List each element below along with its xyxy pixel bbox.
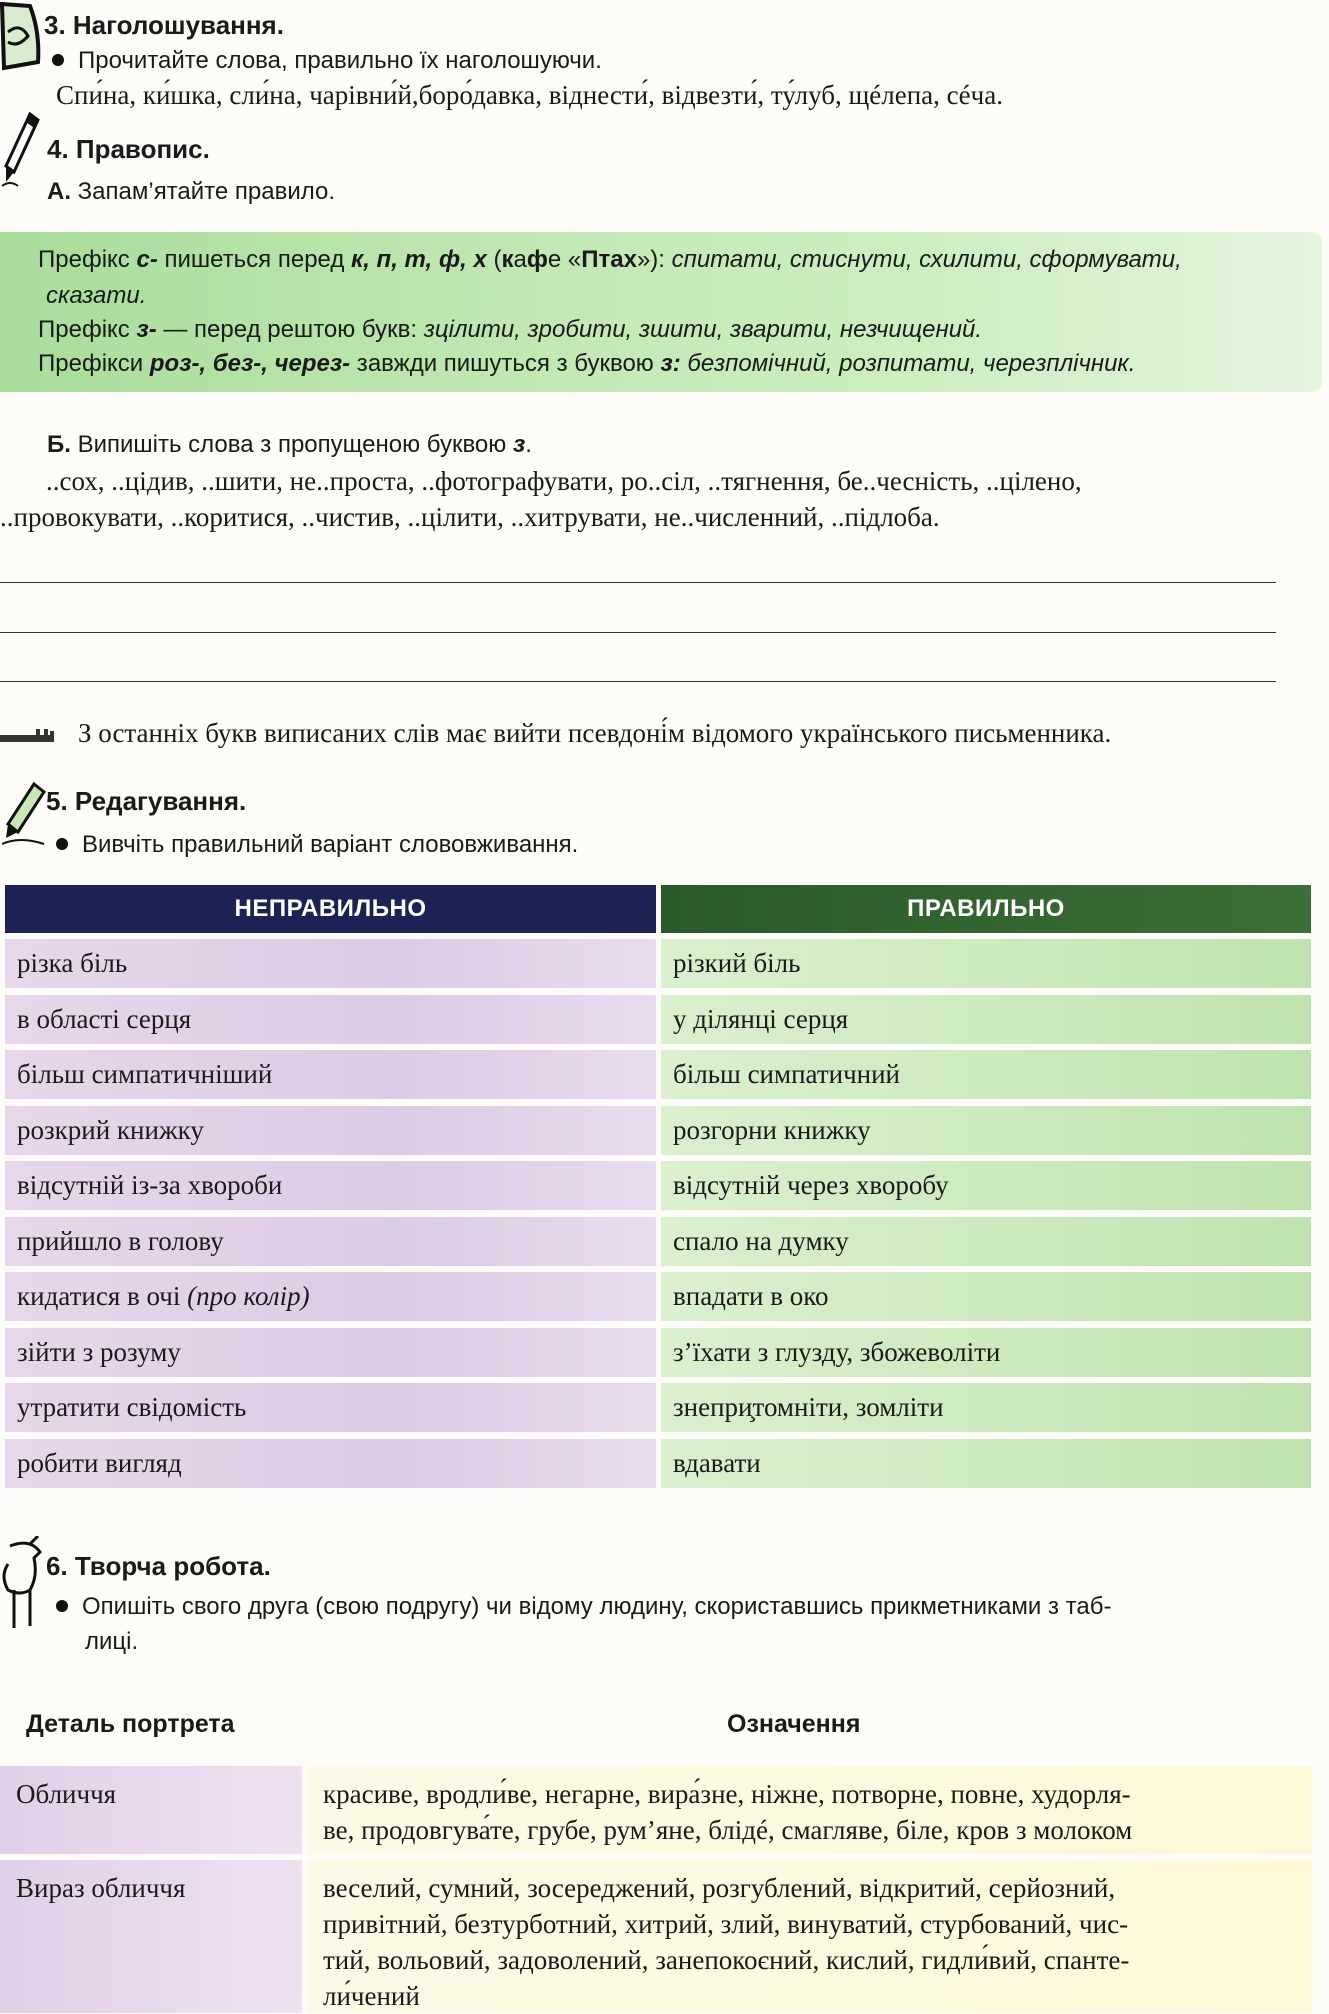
usage-wrong-cell <box>5 1383 656 1432</box>
usage-wrong-text: відсутній із-за хвороби <box>17 1170 283 1200</box>
usage-wrong-text: кидатися в очі <box>17 1281 188 1311</box>
usage-right-cell: більш симпатичний <box>661 1050 1311 1099</box>
usage-wrong-cell <box>5 939 656 988</box>
definitions-line: тий, вольовий, задоволений, занепокоєний, кислий, гидли́вий, спанте- <box>323 1945 1130 1975</box>
portrait-definitions-cell <box>307 1860 1312 2013</box>
usage-right-cell: відсутній через хворобу <box>661 1161 1311 1210</box>
usage-wrong-text: більш симпатичніший <box>17 1059 273 1089</box>
answer-line-2[interactable] <box>0 632 1276 633</box>
usage-wrong-cell <box>5 1050 656 1099</box>
usage-right-cell: з’їхати з глузду, збожеволіти <box>661 1328 1311 1377</box>
rule-line-1: Префікс с- пишеться перед к, п, т, ф, х (кафе «Птах»): спитати, стиснути, схилити, сформувати, <box>38 246 1182 273</box>
rule-line-4: Префікси роз-, без-, через- завжди пишуться з буквою з: безпомічний, розпитати, черезплічник. <box>38 350 1136 377</box>
instruction-text: Вивчіть правильний варіант слововживання. <box>82 831 579 858</box>
pseudonym-hint: З останніх букв виписаних слів має вийти псевдоні́м відомого українського письменника. <box>78 718 1112 748</box>
bookmark-icon <box>0 2 42 72</box>
usage-wrong-text: робити вигляд <box>17 1447 182 1478</box>
part-a-label: А. <box>47 178 71 205</box>
answer-line-3[interactable] <box>0 681 1276 682</box>
usage-right-cell: впадати в око <box>661 1272 1311 1321</box>
rule-box <box>0 232 1322 392</box>
unicorn-icon <box>0 1536 46 1636</box>
usage-note: (про колір) <box>187 1281 310 1311</box>
usage-right-cell: різкий біль <box>661 939 1311 988</box>
portrait-definitions-cell <box>307 1766 1312 1854</box>
usage-wrong-cell <box>5 1106 656 1155</box>
part-a-text: Запам’ятайте правило. <box>77 178 336 205</box>
rule-line-3: Префікс з- — перед рештою букв: зцілити, зробити, зшити, зварити, незчищений. <box>38 316 983 343</box>
section-3-heading: 3. Наголошування. <box>44 10 284 40</box>
rule-line-2: сказати. <box>46 282 147 309</box>
usage-wrong-cell <box>5 1217 656 1266</box>
section-5-instruction <box>56 831 578 859</box>
definitions-line: ли́чений <box>323 1981 420 2011</box>
part-b-label: Б. <box>47 431 71 458</box>
usage-wrong-cell <box>5 1328 656 1377</box>
usage-wrong-cell <box>5 995 656 1044</box>
bullet-icon <box>56 1600 68 1612</box>
gap-words-line-1: ..сох, ..цідив, ..шити, не..проста, ..фотографувати, ро..сіл, ..тягнення, бе..чесність, ..цілено, <box>46 466 1082 496</box>
usage-right-cell: спало на думку <box>661 1217 1311 1266</box>
definitions-line: привітний, безтурботний, хитрий, злий, винуватий, стурбований, чис- <box>323 1909 1129 1939</box>
usage-wrong-text: різка біль <box>17 948 128 978</box>
pen-icon <box>0 110 42 190</box>
portrait-detail-cell: Вираз обличчя <box>0 1860 302 2013</box>
instruction-text: Опишіть свого друга (свою подругу) чи відому людину, скориставшись прикметниками з таб- <box>82 1593 1112 1620</box>
usage-wrong-text: зійти з розуму <box>17 1336 181 1367</box>
section-6-instruction-cont: лиці. <box>85 1628 139 1655</box>
column-header-definitions: Означення <box>727 1710 861 1738</box>
usage-wrong-text: утратити свідомість <box>17 1392 247 1422</box>
section-4a-instruction <box>47 178 335 206</box>
usage-wrong-text: в області серця <box>17 1003 192 1034</box>
usage-wrong-text: прийшло в голову <box>17 1225 224 1256</box>
section-3-instruction <box>52 47 602 75</box>
section-4-heading: 4. Правопис. <box>47 134 210 164</box>
definitions-line: веселий, сумний, зосереджений, розгублений, відкритий, серйозний, <box>323 1873 1116 1903</box>
column-header-wrong: НЕПРАВИЛЬНО <box>5 885 656 933</box>
bullet-icon <box>52 54 64 66</box>
definitions-line: красиве, вродли́ве, негарне, вира́зне, ніжне, потворне, повне, худорля- <box>323 1779 1131 1809</box>
instruction-text: Прочитайте слова, правильно їх наголошуючи. <box>78 47 602 74</box>
definitions-line: ве, продовгува́те, грубе, рум’яне, блідé, смагляве, біле, кров з молоком <box>323 1815 1133 1845</box>
gap-words-line-2: ..провокувати, ..коритися, ..чистив, ..цілити, ..хитрувати, не..численний, ..підлоба. <box>0 502 940 532</box>
stress-words: Спи́на, ки́шка, сли́на, чарівни́й,боро́давка, віднести́, відвезти́, ту́луб, щéлепа, сéча. <box>56 80 1003 110</box>
section-4b-instruction: Б. Випишіть слова з пропущеною буквою з. <box>47 431 532 458</box>
bullet-icon <box>56 838 68 850</box>
answer-line-1[interactable] <box>0 582 1276 583</box>
part-b-text: Випишіть слова з пропущеною буквою <box>77 431 513 458</box>
section-5-heading: 5. Редагування. <box>46 786 247 816</box>
usage-right-cell: у ділянці серця <box>661 995 1311 1044</box>
usage-wrong-cell <box>5 1161 656 1210</box>
column-header-right: ПРАВИЛЬНО <box>661 885 1311 933</box>
usage-wrong-text: розкрий книжку <box>17 1114 204 1145</box>
section-6-heading: 6. Творча робота. <box>46 1551 271 1581</box>
part-b-letter: з <box>512 431 526 458</box>
hint-marker-icon <box>0 726 56 746</box>
portrait-detail-cell: Обличчя <box>0 1766 302 1854</box>
section-6-instruction <box>56 1593 1111 1621</box>
usage-right-cell: знепри̧томніти, зомліти <box>661 1383 1311 1432</box>
column-header-detail: Деталь портрета <box>26 1710 235 1738</box>
usage-right-cell: розгорни книжку <box>661 1106 1311 1155</box>
usage-right-cell: вдавати <box>661 1439 1311 1488</box>
pencil-icon <box>0 780 48 850</box>
usage-wrong-cell <box>5 1272 656 1321</box>
usage-wrong-cell <box>5 1439 656 1488</box>
